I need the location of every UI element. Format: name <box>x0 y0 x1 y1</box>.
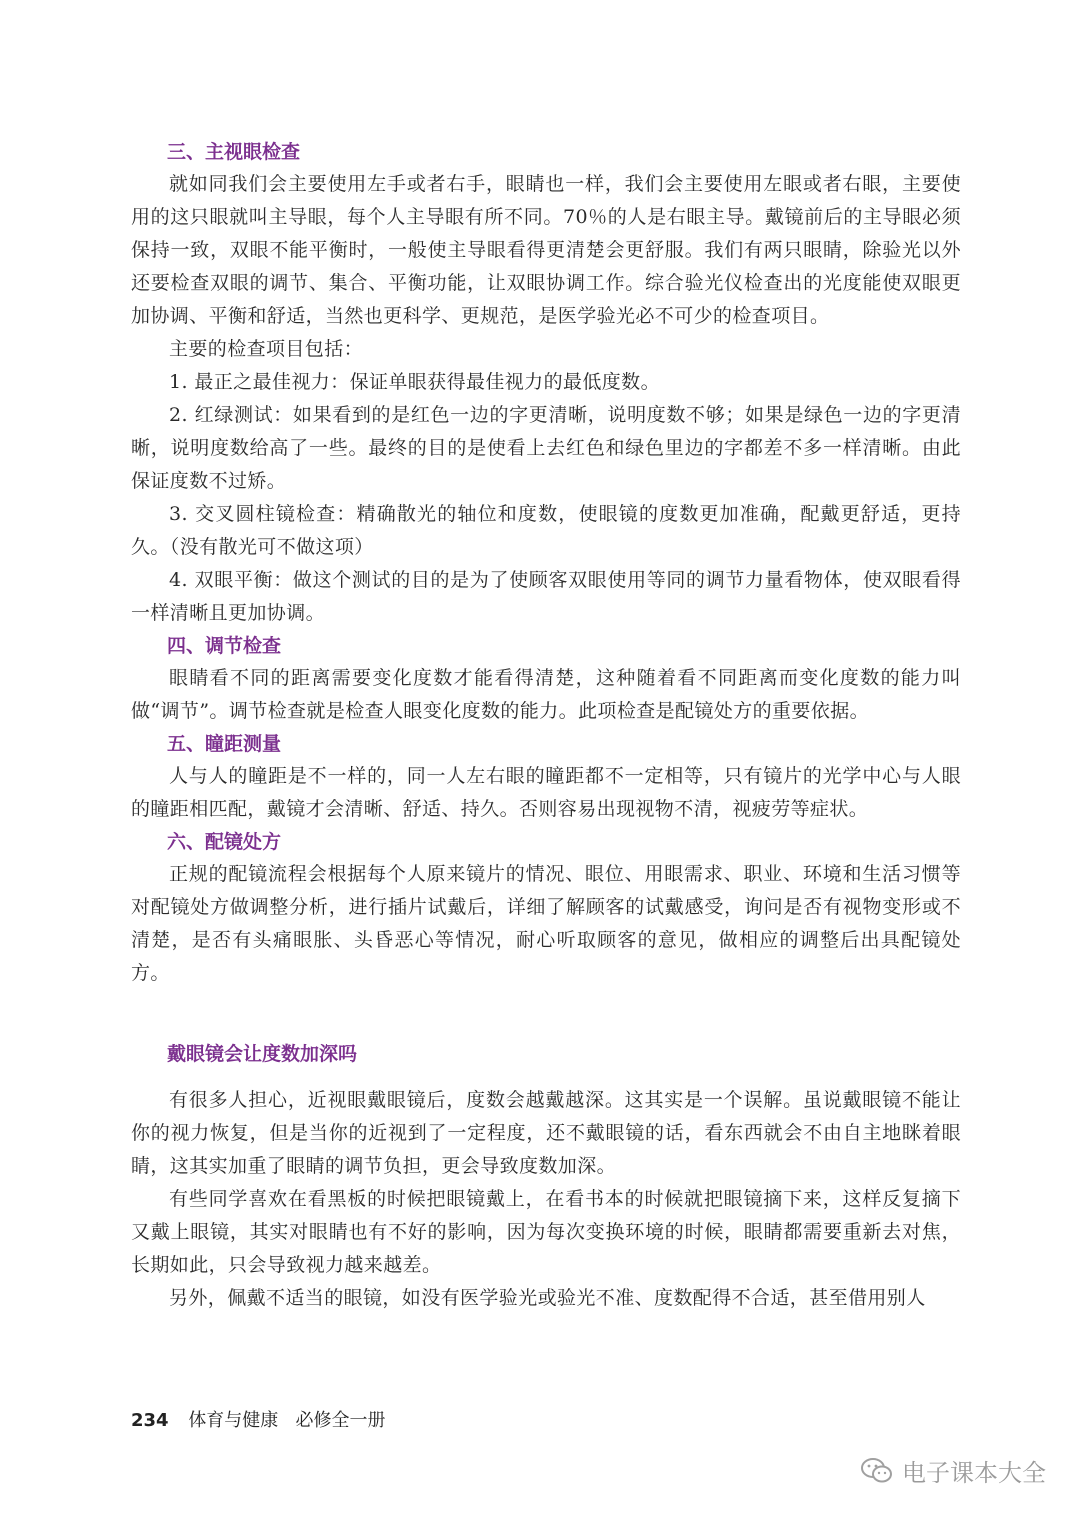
section-pupil-distance <box>131 728 961 826</box>
page-footer <box>131 1408 385 1434</box>
topic-box <box>131 1038 961 1315</box>
page-content <box>131 136 961 1315</box>
watermark-text: 电子课本大全 <box>902 1459 1046 1487</box>
list-item: 4. 双眼平衡：做这个测试的目的是为了使顾客双眼使用等同的调节力量看物体，使双眼看得一样清晰且更加协调。 <box>131 569 961 624</box>
paragraph: 另外，佩戴不适当的眼镜，如没有医学验光或验光不准、度数配得不合适，甚至借用别人 <box>169 1287 926 1309</box>
watermark <box>860 1453 1046 1488</box>
section-heading: 六、配镜处方 <box>167 831 282 853</box>
paragraph: 主要的检查项目包括： <box>169 338 364 360</box>
spacer <box>131 990 961 1038</box>
list-item: 2. 红绿测试：如果看到的是红色一边的字更清晰，说明度数不够；如果是绿色一边的字更清晰，说明度数给高了一些。最终的目的是使看上去红色和绿色里边的字都差不多一样清晰。由此保证度数不过矫。 <box>131 404 961 492</box>
wechat-icon <box>860 1457 894 1485</box>
section-heading: 五、瞳距测量 <box>167 733 282 755</box>
book-title: 体育与健康 必修全一册 <box>188 1410 386 1431</box>
section-heading: 四、调节检查 <box>167 635 282 657</box>
section-prescription <box>131 826 961 990</box>
section-heading: 三、主视眼检查 <box>167 141 301 163</box>
paragraph: 有很多人担心，近视眼戴眼镜后，度数会越戴越深。这其实是一个误解。虽说戴眼镜不能让你的视力恢复，但是当你的近视到了一定程度，还不戴眼镜的话，看东西就会不由自主地眯着眼睛，这其实加重了眼睛的调节负担，更会导致度数加深。 <box>131 1089 961 1177</box>
paragraph: 就如同我们会主要使用左手或者右手，眼睛也一样，我们会主要使用左眼或者右眼，主要使用的这只眼就叫主导眼，每个人主导眼有所不同。70％的人是右眼主导。戴镜前后的主导眼必须保持一致，双眼不能平衡时，一般使主导眼看得更清楚会更舒服。我们有两只眼睛，除验光以外还要检查双眼的调节、集合、平衡功能，让双眼协调工作。综合验光仪检查出的光度能使双眼更加协调、平衡和舒适，当然也更科学、更规范，是医学验光必不可少的检查项目。 <box>131 173 961 327</box>
section-accommodation <box>131 630 961 728</box>
list-item: 1. 最正之最佳视力：保证单眼获得最佳视力的最低度数。 <box>169 371 660 393</box>
paragraph: 人与人的瞳距是不一样的，同一人左右眼的瞳距都不一定相等，只有镜片的光学中心与人眼的瞳距相匹配，戴镜才会清晰、舒适、持久。否则容易出现视物不清，视疲劳等症状。 <box>131 765 961 820</box>
paragraph: 眼睛看不同的距离需要变化度数才能看得清楚，这种随着看不同距离而变化度数的能力叫做“调节”。调节检查就是检查人眼变化度数的能力。此项检查是配镜处方的重要依据。 <box>131 667 961 722</box>
section-dominant-eye <box>131 136 961 630</box>
paragraph: 有些同学喜欢在看黑板的时候把眼镜戴上，在看书本的时候就把眼镜摘下来，这样反复摘下又戴上眼镜，其实对眼睛也有不好的影响，因为每次变换环境的时候，眼睛都需要重新去对焦，长期如此，只会导致视力越来越差。 <box>131 1188 961 1276</box>
topic-title: 戴眼镜会让度数加深吗 <box>167 1043 358 1065</box>
paragraph: 正规的配镜流程会根据每个人原来镜片的情况、眼位、用眼需求、职业、环境和生活习惯等对配镜处方做调整分析，进行插片试戴后，详细了解顾客的试戴感受，询问是否有视物变形或不清楚，是否有头痛眼胀、头昏恶心等情况，耐心听取顾客的意见，做相应的调整后出具配镜处方。 <box>131 863 961 984</box>
list-item: 3. 交叉圆柱镜检查：精确散光的轴位和度数，使眼镜的度数更加准确，配戴更舒适，更持久。（没有散光可不做这项） <box>131 503 961 558</box>
page-number: 234 <box>131 1410 169 1431</box>
